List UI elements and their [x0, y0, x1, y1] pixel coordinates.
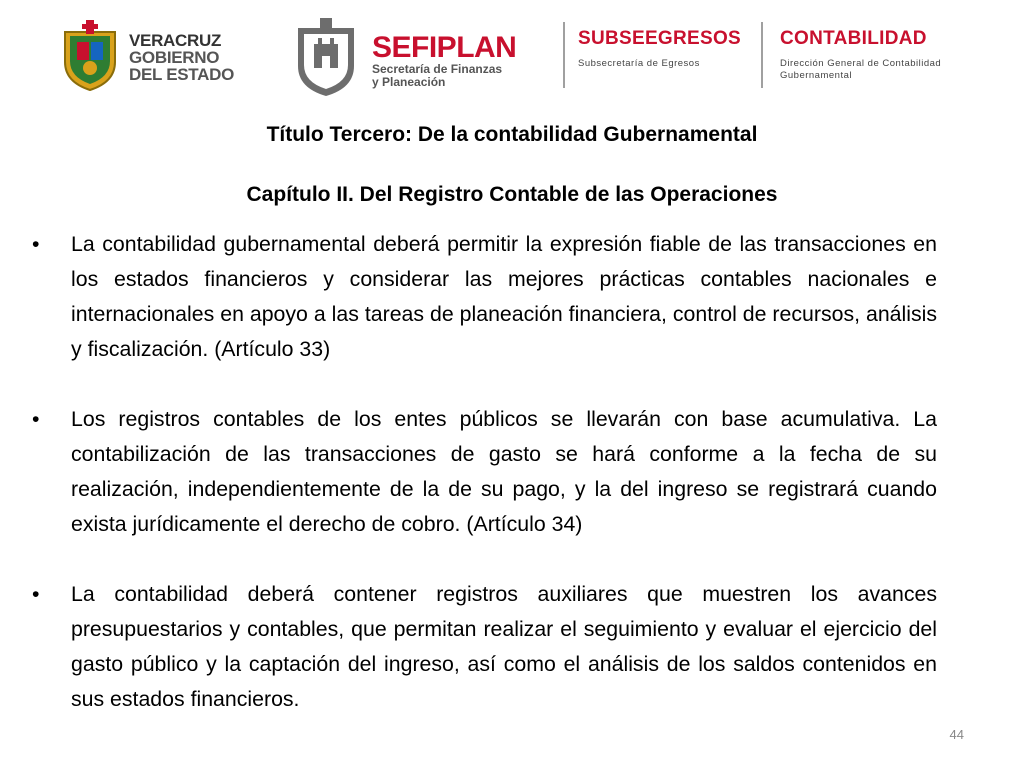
contabilidad-block [780, 28, 941, 82]
page-title: Título Tercero: De la contabilidad Gubernamental [266, 123, 758, 146]
veracruz-line1: VERACRUZ [129, 31, 222, 50]
sefiplan-name: SEFIPLAN [372, 31, 517, 64]
veracruz-line3: DEL ESTADO [129, 65, 234, 84]
bullet-icon: • [32, 407, 40, 431]
bullet-icon: • [32, 582, 40, 606]
header-divider [761, 22, 763, 88]
subsecretaria-block [578, 28, 741, 70]
list-item [32, 402, 937, 542]
veracruz-shield-icon [55, 20, 125, 92]
page-number: 44 [949, 727, 964, 742]
header [0, 0, 1024, 110]
bullet-icon: • [32, 232, 40, 256]
sefiplan-subtitle [372, 63, 502, 89]
veracruz-logo [55, 20, 245, 92]
page-subtitle: Capítulo II. Del Registro Contable de las Operaciones [246, 183, 778, 206]
article-list [32, 227, 937, 752]
list-item-text: Los registros contables de los entes públicos se llevarán con base acumulativa. La contabilización de las transacciones de gasto se hará conforme a la fecha de su realización, independientemente de la de su pago, y la del ingreso se registrará cuando exista jurídicamente el derecho de cobro. (Artículo 34) [71, 407, 937, 536]
sefiplan-sub1: Secretaría de Finanzas [372, 62, 503, 76]
contabilidad-subtitle [780, 58, 941, 82]
contabilidad-sub1: Dirección General de Contabilidad [780, 58, 942, 69]
list-item-text: La contabilidad deberá contener registros auxiliares que muestren los avances presupuestarios y contables, que permitan realizar el seguimiento y evaluar el ejercicio del gasto público y la captación del ingreso, así como el análisis de los saldos contenidos en sus estados financieros. [71, 582, 937, 711]
subsecretaria-subtitle: Subsecretaría de Egresos [578, 58, 700, 69]
subsecretaria-title: SUBSEEGRESOS [578, 28, 742, 49]
sefiplan-sub2: y Planeación [372, 75, 446, 89]
veracruz-wordmark [129, 32, 234, 83]
header-divider [563, 22, 565, 88]
contabilidad-sub2: Gubernamental [780, 70, 852, 81]
list-item-text: La contabilidad gubernamental deberá permitir la expresión fiable de las transacciones en los estados financieros y considerar las mejores prácticas contables nacionales e internacionales en apoyo a las tareas de planeación financiera, control de recursos, análisis y fiscalización. (Artículo 33) [71, 232, 937, 361]
veracruz-line2: GOBIERNO [129, 48, 220, 67]
sefiplan-emblem-icon [290, 18, 362, 98]
list-item [32, 227, 937, 367]
list-item [32, 577, 937, 717]
contabilidad-title: CONTABILIDAD [780, 28, 927, 49]
sefiplan-logo [290, 18, 550, 98]
